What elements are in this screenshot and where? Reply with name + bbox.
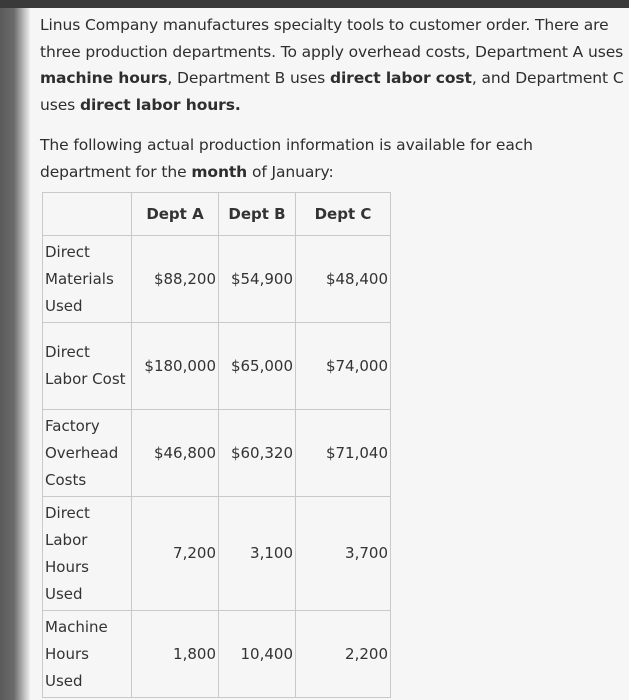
cell-dept-b: $65,000 — [219, 323, 296, 410]
cell-dept-b: 10,400 — [219, 611, 296, 698]
row-label: Direct Materials Used — [43, 236, 132, 323]
intro-paragraph — [40, 12, 629, 118]
cell-dept-a: $180,000 — [132, 323, 219, 410]
problem-page — [30, 8, 629, 700]
cell-dept-c: $48,400 — [296, 236, 391, 323]
intro-bold-machine-hours: machine hours — [40, 69, 168, 87]
cell-dept-a: 7,200 — [132, 497, 219, 611]
row-label: Factory Overhead Costs — [43, 410, 132, 497]
cell-dept-c: 2,200 — [296, 611, 391, 698]
table-row — [43, 323, 391, 410]
cell-dept-a: 1,800 — [132, 611, 219, 698]
cell-dept-c: $71,040 — [296, 410, 391, 497]
lead-text-1: The following actual production information is available for each department for the — [40, 136, 533, 181]
row-label: Direct Labor Hours Used — [43, 497, 132, 611]
intro-text-3: , and Department C uses — [40, 69, 624, 114]
table-row — [43, 236, 391, 323]
header-dept-b: Dept B — [219, 193, 296, 236]
cell-dept-c: 3,700 — [296, 497, 391, 611]
cell-dept-b: $54,900 — [219, 236, 296, 323]
intro-text-2: , Department B uses — [167, 69, 330, 87]
table-row — [43, 497, 391, 611]
intro-bold-direct-labor-hours: direct labor hours. — [79, 95, 241, 114]
cell-dept-b: $60,320 — [219, 410, 296, 497]
cell-dept-b: 3,100 — [219, 497, 296, 611]
intro-text-1: Linus Company manufactures specialty tools to customer order. There are three production departments. To apply overhead costs, Department A uses — [40, 16, 624, 61]
table-row — [43, 410, 391, 497]
production-table — [42, 192, 391, 698]
intro-bold-direct-labor-cost: direct labor cost — [329, 69, 472, 87]
top-edge-bar — [0, 0, 629, 8]
row-label: Machine Hours Used — [43, 611, 132, 698]
cell-dept-c: $74,000 — [296, 323, 391, 410]
lead-text-2: of January: — [247, 162, 334, 181]
lead-paragraph — [40, 132, 600, 185]
header-blank — [43, 193, 132, 236]
table-row — [43, 611, 391, 698]
cell-dept-a: $88,200 — [132, 236, 219, 323]
lead-bold-month: month — [191, 162, 248, 181]
cell-dept-a: $46,800 — [132, 410, 219, 497]
header-dept-a: Dept A — [132, 193, 219, 236]
table-header-row — [43, 193, 391, 236]
header-dept-c: Dept C — [296, 193, 391, 236]
row-label: Direct Labor Cost — [43, 323, 132, 410]
